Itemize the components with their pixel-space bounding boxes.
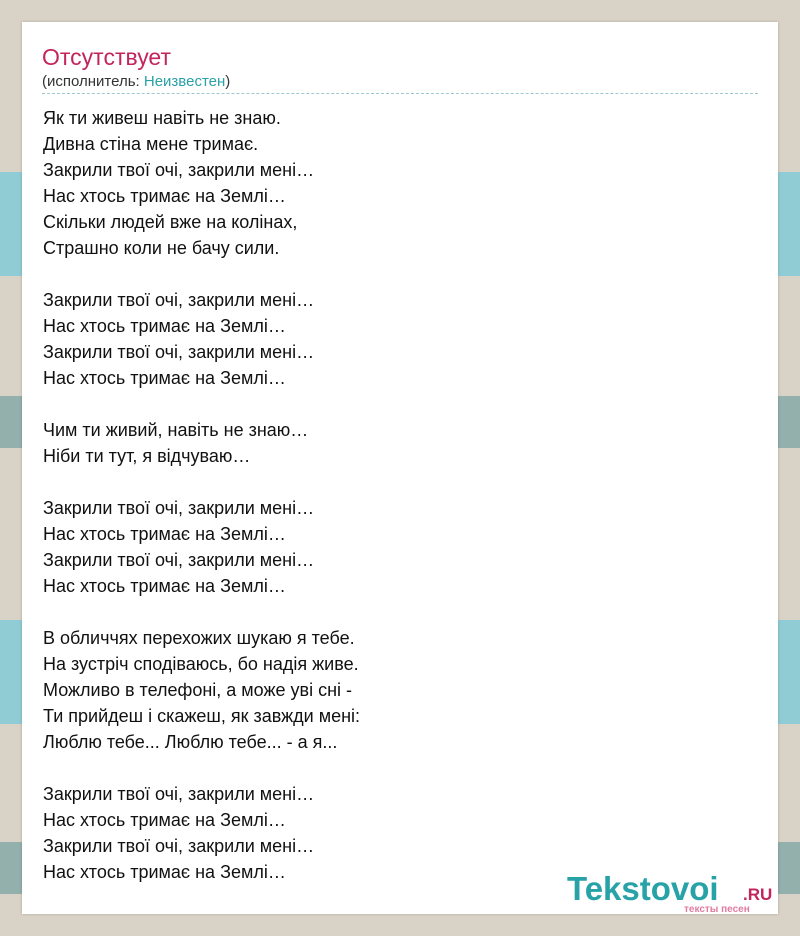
title-divider bbox=[42, 93, 758, 94]
lyric-line: Нас хтось тримає на Землі… bbox=[43, 524, 286, 544]
lyric-line: Закрили твої очі, закрили мені… bbox=[43, 290, 315, 310]
logo-tagline: тексты песен bbox=[684, 904, 750, 915]
lyrics-card bbox=[22, 22, 778, 914]
lyric-line bbox=[43, 261, 360, 287]
lyric-line bbox=[43, 755, 360, 781]
lyric-line: Скільки людей вже на колінах, bbox=[43, 212, 298, 232]
artist-line bbox=[42, 73, 230, 91]
lyric-line: Можливо в телефоні, а може уві сні - bbox=[43, 680, 353, 700]
lyric-line: Ти прийдеш і скажеш, як завжди мені: bbox=[43, 706, 361, 726]
song-title: Отсутствует bbox=[42, 44, 171, 70]
lyric-line: Нас хтось тримає на Землі… bbox=[43, 862, 286, 882]
lyric-line bbox=[43, 391, 360, 417]
logo-wordmark: Tekstovoi bbox=[567, 870, 719, 907]
lyric-line: На зустріч сподіваюсь, бо надія живе. bbox=[43, 654, 359, 674]
artist-link[interactable]: Неизвестен bbox=[143, 73, 226, 90]
lyric-line: Дивна стіна мене тримає. bbox=[43, 134, 259, 154]
lyric-line: Нас хтось тримає на Землі… bbox=[43, 576, 286, 596]
lyric-line: Нас хтось тримає на Землі… bbox=[43, 810, 286, 830]
lyric-line: Нас хтось тримає на Землі… bbox=[43, 186, 286, 206]
lyric-line: Чим ти живий, навіть не знаю… bbox=[43, 420, 309, 440]
artist-suffix: ) bbox=[225, 73, 231, 90]
artist-prefix: (исполнитель: bbox=[42, 73, 144, 90]
lyric-line: Закрили твої очі, закрили мені… bbox=[43, 342, 315, 362]
lyric-line bbox=[43, 469, 360, 495]
lyric-line: Ніби ти тут, я відчуваю… bbox=[43, 446, 251, 466]
lyric-line: Закрили твої очі, закрили мені… bbox=[43, 498, 315, 518]
lyric-line: Закрили твої очі, закрили мені… bbox=[43, 550, 315, 570]
lyric-line: Закрили твої очі, закрили мені… bbox=[43, 160, 315, 180]
lyric-line bbox=[43, 599, 360, 625]
lyric-line: В обличчях перехожих шукаю я тебе. bbox=[43, 628, 355, 648]
logo-domain: .RU bbox=[743, 885, 773, 904]
site-logo[interactable] bbox=[567, 870, 777, 920]
lyric-line: Страшно коли не бачу сили. bbox=[43, 238, 280, 258]
lyric-line: Закрили твої очі, закрили мені… bbox=[43, 836, 315, 856]
lyric-line: Нас хтось тримає на Землі… bbox=[43, 368, 286, 388]
lyrics-text bbox=[43, 105, 360, 885]
lyric-line: Закрили твої очі, закрили мені… bbox=[43, 784, 315, 804]
lyric-line: Як ти живеш навіть не знаю. bbox=[43, 108, 281, 128]
lyric-line: Люблю тебе... Люблю тебе... - а я... bbox=[43, 732, 338, 752]
lyric-line: Нас хтось тримає на Землі… bbox=[43, 316, 286, 336]
